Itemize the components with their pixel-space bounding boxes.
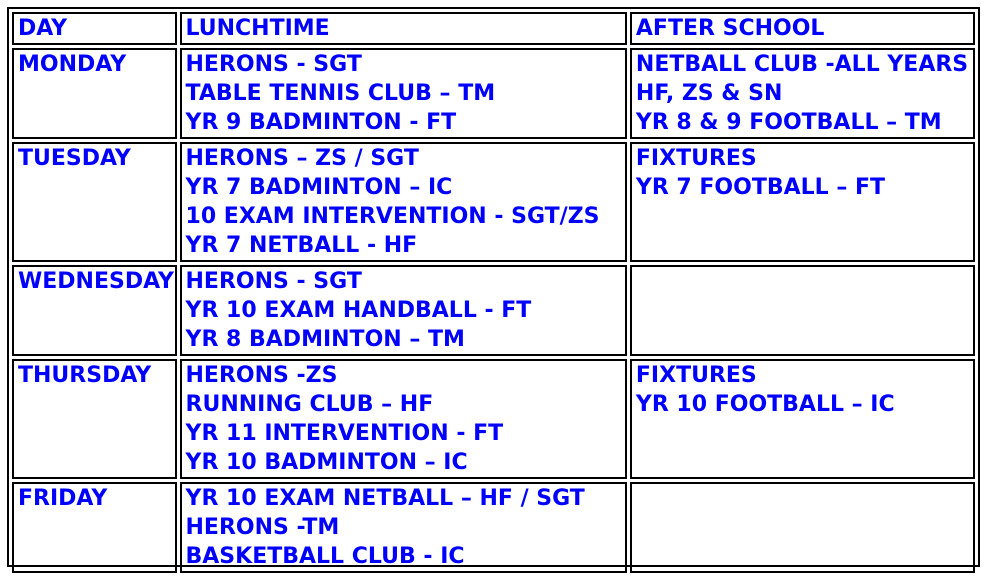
- activity-line: YR 9 BADMINTON - FT: [185, 110, 457, 135]
- activity-line: TABLE TENNIS CLUB – TM: [185, 81, 496, 106]
- activity-line: HERONS -ZS: [185, 363, 338, 388]
- activity-line: YR 7 BADMINTON – IC: [185, 175, 453, 200]
- activity-line: YR 10 FOOTBALL – IC: [635, 392, 895, 417]
- activity-line: YR 8 BADMINTON – TM: [185, 327, 465, 352]
- day-cell: [12, 482, 177, 573]
- after-school-cell: [630, 48, 975, 139]
- row-friday: [12, 482, 975, 573]
- activity-line: YR 7 FOOTBALL – FT: [635, 175, 886, 200]
- lunchtime-cell: [180, 48, 627, 139]
- activity-line: HERONS - SGT: [185, 269, 362, 294]
- activity-line: RUNNING CLUB – HF: [185, 392, 434, 417]
- activity-line: HERONS - SGT: [185, 52, 362, 77]
- lunchtime-cell: [180, 265, 627, 356]
- day-label: FRIDAY: [18, 486, 108, 511]
- lunchtime-cell: [180, 142, 627, 262]
- lunchtime-cell: [180, 359, 627, 479]
- activity-line: BASKETBALL CLUB - IC: [185, 544, 465, 569]
- header-after-school: AFTER SCHOOL: [630, 12, 975, 45]
- day-cell: [12, 359, 177, 479]
- lunchtime-cell: [180, 482, 627, 573]
- activity-line: NETBALL CLUB -ALL YEARS: [635, 52, 969, 77]
- schedule-document: [7, 7, 980, 567]
- row-thursday: [12, 359, 975, 479]
- activity-line: FIXTURES: [635, 363, 757, 388]
- activity-line: YR 7 NETBALL - HF: [185, 233, 418, 258]
- header-lunchtime: LUNCHTIME: [180, 12, 627, 45]
- activity-schedule-table: [9, 9, 978, 576]
- after-school-cell: [630, 359, 975, 479]
- day-label: WEDNESDAY: [18, 269, 174, 294]
- activity-line: HF, ZS & SN: [635, 81, 783, 106]
- day-cell: [12, 142, 177, 262]
- activity-line: HERONS -TM: [185, 515, 340, 540]
- day-cell: [12, 265, 177, 356]
- day-label: THURSDAY: [18, 363, 152, 388]
- activity-line: YR 11 INTERVENTION - FT: [185, 421, 504, 446]
- header-day: DAY: [12, 12, 177, 45]
- activity-line: YR 10 EXAM HANDBALL - FT: [185, 298, 532, 323]
- header-row: [12, 12, 975, 45]
- row-tuesday: [12, 142, 975, 262]
- row-wednesday: [12, 265, 975, 356]
- activity-line: FIXTURES: [635, 146, 757, 171]
- day-label: TUESDAY: [18, 146, 131, 171]
- activity-line: HERONS – ZS / SGT: [185, 146, 419, 171]
- row-monday: [12, 48, 975, 139]
- day-label: MONDAY: [18, 52, 127, 77]
- activity-line: YR 10 EXAM NETBALL – HF / SGT: [185, 486, 585, 511]
- activity-line: YR 10 BADMINTON – IC: [185, 450, 468, 475]
- activity-line: YR 8 & 9 FOOTBALL – TM: [635, 110, 942, 135]
- after-school-cell: [630, 482, 975, 573]
- activity-line: 10 EXAM INTERVENTION - SGT/ZS: [185, 204, 600, 229]
- day-cell: [12, 48, 177, 139]
- after-school-cell: [630, 265, 975, 356]
- after-school-cell: [630, 142, 975, 262]
